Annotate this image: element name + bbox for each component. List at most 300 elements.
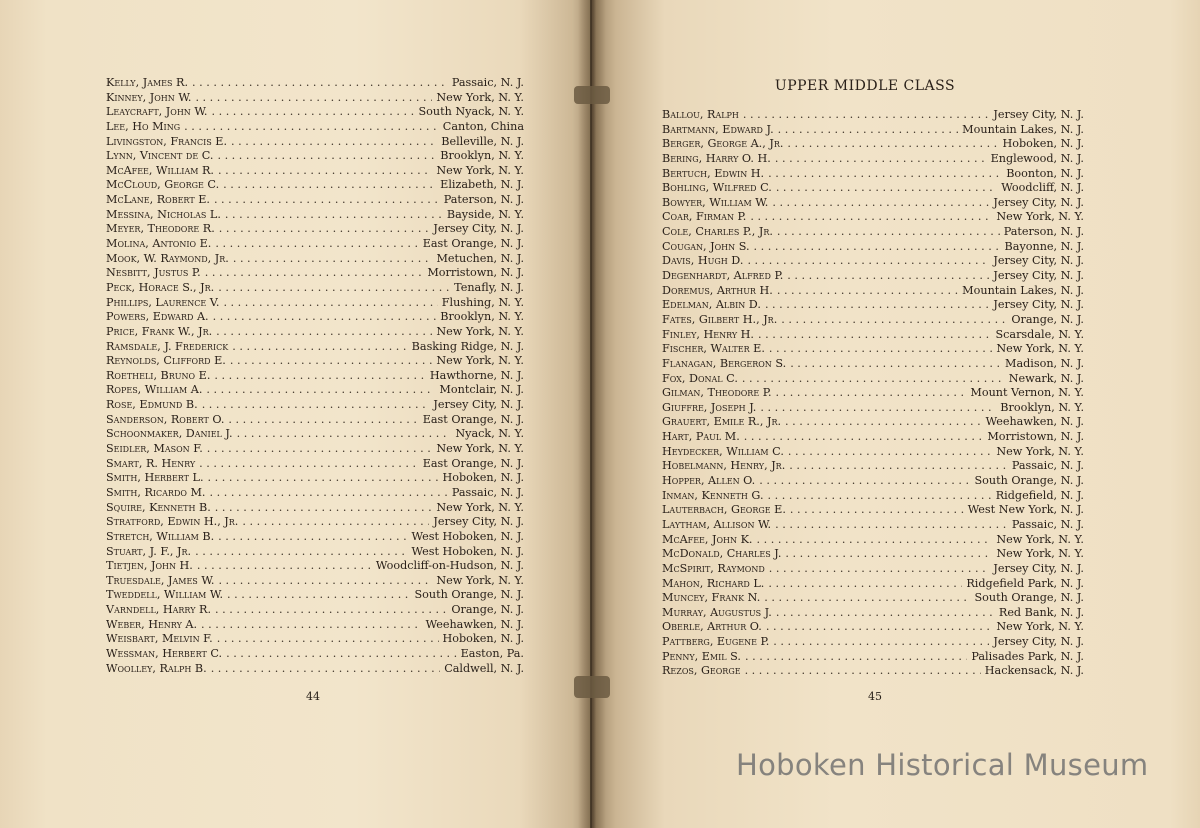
member-hometown: Brooklyn, N. Y. [440,149,524,163]
member-hometown: Jersey City, N. J. [993,108,1084,121]
member-hometown: South Nyack, N. Y. [418,105,524,119]
member-hometown: New York, N. Y. [436,442,524,456]
member-hometown: Passaic, N. J. [1011,459,1084,473]
roster-entry [662,606,1084,621]
dot-leader [199,457,419,472]
member-name: Weisbart, Melvin F. [106,632,213,646]
roster-entry [106,76,524,91]
roster-entry [106,647,524,662]
member-hometown: Ridgefield Park, N. J. [966,576,1084,590]
roster-entry [106,340,524,355]
member-name: Messina, Nicholas L. [106,207,221,221]
member-hometown: Jersey City, N. J. [993,269,1084,283]
member-name: Berger, George A., Jr. [662,137,784,151]
roster-entry [662,664,1084,679]
dot-leader [215,603,447,618]
roster-entry [662,167,1084,182]
dot-leader [218,281,450,296]
member-hometown: Mountain Lakes, N. J. [962,122,1084,136]
roster-entry [106,588,524,603]
member-hometown: New York, N. Y. [996,532,1084,546]
member-name: Reynolds, Clifford E. [106,354,226,368]
member-hometown: Mount Vernon, N. Y. [970,386,1084,400]
member-name: Fox, Donal C. [662,371,738,385]
roster-entry [662,386,1084,401]
dot-leader [218,574,432,589]
dot-leader [790,503,964,518]
member-name: Woolley, Ralph B. [106,661,207,675]
member-hometown: New York, N. Y. [436,500,524,514]
member-name: Stretch, William B. [106,529,215,543]
dot-leader [787,137,998,152]
member-name: Davis, Hugh D. [662,254,744,268]
roster-entry [106,603,524,618]
member-name: Stuart, J. F., Jr. [106,544,192,558]
roster-entry [662,533,1084,548]
member-hometown: New York, N. Y. [996,210,1084,224]
roster-entry [106,632,524,647]
member-hometown: Jersey City, N. J. [433,398,524,412]
dot-leader [759,474,970,489]
member-hometown: Bayside, N. Y. [446,207,524,221]
member-name: Bartmann, Edward J. [662,122,774,136]
dot-leader [218,164,432,179]
member-hometown: Belleville, N. J. [441,134,524,148]
roster-entry [106,164,524,179]
member-name: Kelly, James R. [106,76,189,89]
roster-entry [662,445,1084,460]
member-name: Edelman, Albin D. [662,298,761,312]
roster-entry [106,369,524,384]
member-hometown: Weehawken, N. J. [985,415,1084,429]
member-hometown: Hoboken, N. J. [442,471,524,485]
roster-entry [662,342,1084,357]
member-hometown: Jersey City, N. J. [993,298,1084,312]
member-hometown: Jersey City, N. J. [993,195,1084,209]
dot-leader [217,632,439,647]
member-name: Schoonmaker, Daniel J. [106,427,233,441]
roster-entry [662,650,1084,665]
roster-entry [106,310,524,325]
roster-entry [662,474,1084,489]
member-name: Muncey, Frank N. [662,591,761,605]
roster-entry [106,427,524,442]
member-name: Rezos, George [662,664,741,678]
roster-entry [106,471,524,486]
member-hometown: Basking Ridge, N. J. [411,339,524,353]
roster-entry [106,237,524,252]
member-name: Phillips, Laurence V. [106,295,220,309]
dot-leader [205,266,424,281]
member-name: Giuffre, Joseph J. [662,400,757,414]
roster-entry [106,398,524,413]
roster-entry [662,577,1084,592]
member-hometown: Paterson, N. J. [443,193,524,207]
member-hometown: Tenafly, N. J. [454,280,524,294]
member-name: Heydecker, William C. [662,444,784,458]
dot-leader [232,340,407,355]
roster-entry [106,252,524,267]
member-hometown: Jersey City, N. J. [993,561,1084,575]
dot-leader [764,591,970,606]
roster-entry [662,372,1084,387]
roster-entry [106,515,524,530]
member-name: Murray, Augustus J. [662,605,772,619]
member-hometown: Flushing, N. Y. [441,295,524,309]
dot-leader [768,489,992,504]
member-name: Sanderson, Robert O. [106,412,225,426]
member-hometown: Mountain Lakes, N. J. [962,283,1084,297]
dot-leader [230,354,433,369]
dot-leader [218,530,407,545]
roster-entry [662,269,1084,284]
roster-entry [106,281,524,296]
dot-leader [769,562,990,577]
member-name: Laytham, Allison W. [662,517,772,531]
roster-entry [106,545,524,560]
dot-leader [781,313,1007,328]
member-hometown: New York, N. Y. [996,444,1084,458]
dot-leader [208,471,439,486]
member-name: Lynn, Vincent de C. [106,149,214,163]
roster-entry [106,383,524,398]
dot-leader [769,342,992,357]
member-name: Varndell, Harry R. [106,603,212,617]
member-hometown: Madison, N. J. [1004,356,1084,370]
member-hometown: New York, N. Y. [436,573,524,587]
member-hometown: Palisades Park, N. J. [971,649,1084,663]
dot-leader [219,222,430,237]
member-hometown: New York, N. Y. [436,90,524,104]
member-name: Weber, Henry A. [106,617,198,631]
roster-entry [106,105,524,120]
member-hometown: Hawthorne, N. J. [429,368,524,382]
roster-entry [662,313,1084,328]
roster-entry [662,489,1084,504]
roster-entry [106,193,524,208]
dot-leader [233,252,433,267]
dot-leader [201,618,422,633]
member-hometown: Orange, N. J. [1011,312,1084,326]
member-name: Penny, Emil S. [662,649,741,663]
member-hometown: Ridgefield, N. J. [995,488,1084,502]
member-name: Hobelmann, Henry, Jr. [662,459,786,473]
roster-entry [106,354,524,369]
member-hometown: Montclair, N. J. [439,383,524,397]
roster-entry [662,635,1084,650]
member-name: Livingston, Francis E. [106,134,228,148]
dot-leader [777,284,958,299]
roster-entry [662,518,1084,533]
dot-leader [184,120,439,135]
roster-entry [106,135,524,150]
member-name: Mook, W. Raymond, Jr. [106,251,229,265]
member-hometown: New York, N. Y. [996,547,1084,561]
dot-leader [211,662,441,677]
member-hometown: Boonton, N. J. [1006,166,1084,180]
book-gutter [578,0,606,828]
roster-entry [106,325,524,340]
dot-leader [206,383,435,398]
roster-entry [106,457,524,472]
member-name: Leaycraft, John W. [106,105,208,119]
member-hometown: Caldwell, N. J. [444,661,524,675]
dot-leader [214,193,440,208]
dot-leader [227,588,410,603]
roster-entry [106,120,524,135]
bottom-staple [574,676,610,698]
member-hometown: Elizabeth, N. J. [440,178,524,192]
dot-leader [226,647,457,662]
top-staple [574,86,610,104]
member-hometown: East Orange, N. J. [422,237,524,251]
member-name: Bertuch, Edwin H. [662,166,765,180]
member-name: Cole, Charles P., Jr. [662,225,773,239]
member-hometown: New York, N. Y. [996,620,1084,634]
dot-leader [785,547,992,562]
member-name: Bering, Harry O. H. [662,151,771,165]
member-name: Rose, Edmund B. [106,398,198,412]
museum-watermark: Hoboken Historical Museum [736,748,1149,782]
dot-leader [225,208,443,223]
member-name: Meyer, Theodore R. [106,222,215,236]
dot-leader [202,398,430,413]
roster-entry [106,559,524,574]
dot-leader [210,486,448,501]
member-name: Doremus, Arthur H. [662,283,773,297]
member-name: Lauterbach, George E. [662,503,786,517]
member-hometown: Hoboken, N. J. [1002,137,1084,151]
roster-entry [662,503,1084,518]
dot-leader [776,386,967,401]
member-name: Smart, R. Henry [106,456,196,470]
dot-leader [785,415,982,430]
dot-leader [207,442,433,457]
roster-entry [106,618,524,633]
dot-leader [777,225,1000,240]
roster-entry [662,620,1084,635]
member-name: Gilman, Theodore P. [662,386,772,400]
member-hometown: East Orange, N. J. [422,456,524,470]
member-hometown: Morristown, N. J. [987,430,1084,444]
roster-entry [106,178,524,193]
member-hometown: West New York, N. J. [967,503,1084,517]
member-hometown: New York, N. Y. [996,342,1084,356]
dot-leader [789,459,1008,474]
member-name: McCloud, George C. [106,178,220,192]
right-page-number: 45 [868,690,882,703]
member-hometown: South Orange, N. J. [414,588,524,602]
member-hometown: Weehawken, N. J. [425,617,524,631]
member-name: Wessman, Herbert C. [106,646,223,660]
dot-leader [214,369,426,384]
dot-leader [776,606,995,621]
roster-entry [662,196,1084,211]
member-name: McSpirit, Raymond [662,561,765,575]
member-name: Lee, Ho Ming [106,119,181,133]
member-name: Price, Frank W., Jr. [106,324,213,338]
member-name: Hart, Paul M. [662,430,740,444]
dot-leader [776,181,997,196]
dot-leader [237,427,452,442]
roster-entry [106,266,524,281]
roster-entry [106,501,524,516]
dot-leader [778,123,959,138]
member-name: Ramsdale, J. Frederick [106,339,229,353]
member-hometown: New York, N. Y. [436,324,524,338]
dot-leader [744,430,984,445]
dot-leader [215,501,433,516]
member-hometown: Orange, N. J. [451,603,524,617]
dot-leader [760,401,996,416]
member-hometown: Red Bank, N. J. [998,605,1084,619]
dot-leader [743,108,989,123]
roster-entry [662,284,1084,299]
dot-leader [766,620,993,635]
dot-leader [217,149,436,164]
member-hometown: Morristown, N. J. [427,266,524,280]
dot-leader [754,240,1001,255]
roster-entry [106,442,524,457]
member-name: McDonald, Charles J. [662,547,782,561]
member-name: Grauert, Emile R., Jr. [662,415,782,429]
dot-leader [788,445,992,460]
member-name: McAfee, John K. [662,532,753,546]
dot-leader [787,269,989,284]
roster-entry [662,562,1084,577]
member-hometown: New York, N. Y. [436,354,524,368]
roster-entry [106,91,524,106]
member-hometown: Woodcliff, N. J. [1001,181,1084,195]
member-name: Fates, Gilbert H., Jr. [662,312,778,326]
member-hometown: Hoboken, N. J. [442,632,524,646]
member-hometown: Easton, Pa. [460,646,524,660]
dot-leader [223,296,437,311]
member-name: Cougan, John S. [662,239,750,253]
member-name: McAfee, William R. [106,163,214,177]
member-hometown: Jersey City, N. J. [993,635,1084,649]
roster-entry [106,574,524,589]
dot-leader [192,76,448,91]
dot-leader [242,515,429,530]
dot-leader [772,196,989,211]
section-title: UPPER MIDDLE CLASS [774,78,956,94]
member-name: Hopper, Allen O. [662,474,756,488]
member-name: Molina, Antonio E. [106,237,212,251]
roster-entry [662,254,1084,269]
member-hometown: Scarsdale, N. Y. [995,327,1084,341]
roster-entry [662,210,1084,225]
dot-leader [790,357,1001,372]
member-name: Bowyer, William W. [662,195,769,209]
dot-leader [758,328,991,343]
dot-leader [765,298,989,313]
roster-entry [662,459,1084,474]
dot-leader [775,152,987,167]
member-hometown: South Orange, N. J. [974,591,1084,605]
roster-entry [662,123,1084,138]
member-name: Degenhardt, Alfred P. [662,269,784,283]
roster-entry [662,240,1084,255]
dot-leader [768,167,1002,182]
member-name: Ballou, Ralph [662,108,739,121]
left-page-number: 44 [306,690,320,703]
member-name: Tietjen, John H. [106,559,193,573]
dot-leader [216,325,432,340]
dot-leader [211,105,414,120]
roster-entry [662,357,1084,372]
member-hometown: New York, N. Y. [436,163,524,177]
member-name: Inman, Kenneth G. [662,488,764,502]
member-hometown: South Orange, N. J. [974,474,1084,488]
dot-leader [231,135,437,150]
dot-leader [195,91,432,106]
roster-entry [662,108,1084,123]
dot-leader [757,533,993,548]
dot-leader [747,254,989,269]
dot-leader [745,650,967,665]
member-name: Smith, Ricardo M. [106,485,206,499]
member-name: Kinney, John W. [106,90,192,104]
roster-entry [662,328,1084,343]
member-hometown: Jersey City, N. J. [433,515,524,529]
roster-entry [662,225,1084,240]
left-roster-list [106,76,524,676]
member-hometown: Brooklyn, N. Y. [1000,400,1084,414]
dot-leader [775,518,1008,533]
member-name: Peck, Horace S., Jr. [106,280,215,294]
dot-leader [223,178,436,193]
member-hometown: West Hoboken, N. J. [411,544,524,558]
roster-entry [662,152,1084,167]
roster-entry [106,486,524,501]
member-hometown: Paterson, N. J. [1003,225,1084,239]
roster-entry [662,415,1084,430]
roster-entry [662,430,1084,445]
member-name: Pattberg, Eugene P. [662,635,770,649]
member-hometown: Passaic, N. J. [1011,517,1084,531]
roster-entry [106,662,524,677]
member-name: Smith, Herbert L. [106,471,204,485]
member-name: Bohling, Wilfred C. [662,181,772,195]
dot-leader [768,577,962,592]
member-name: Tweddell, William W. [106,588,223,602]
dot-leader [197,559,372,574]
roster-entry [106,149,524,164]
roster-entry [106,296,524,311]
dot-leader [213,310,437,325]
dot-leader [228,413,418,428]
member-hometown: Canton, China [442,119,524,133]
member-hometown: Brooklyn, N. Y. [440,310,524,324]
member-name: Nesbitt, Justus P. [106,266,201,280]
dot-leader [215,237,418,252]
member-hometown: Jersey City, N. J. [433,222,524,236]
roster-entry [106,222,524,237]
member-hometown: West Hoboken, N. J. [411,529,524,543]
roster-entry [662,298,1084,313]
member-name: Oberle, Arthur O. [662,620,762,634]
member-hometown: Newark, N. J. [1008,371,1084,385]
right-roster-list [662,108,1084,679]
member-name: Squire, Kenneth B. [106,500,211,514]
member-hometown: Woodcliff-on-Hudson, N. J. [375,559,524,573]
roster-entry [662,401,1084,416]
member-name: Mahon, Richard L. [662,576,765,590]
member-name: Truesdale, James W. [106,573,215,587]
roster-entry [662,137,1084,152]
member-hometown: Passaic, N. J. [451,76,524,89]
